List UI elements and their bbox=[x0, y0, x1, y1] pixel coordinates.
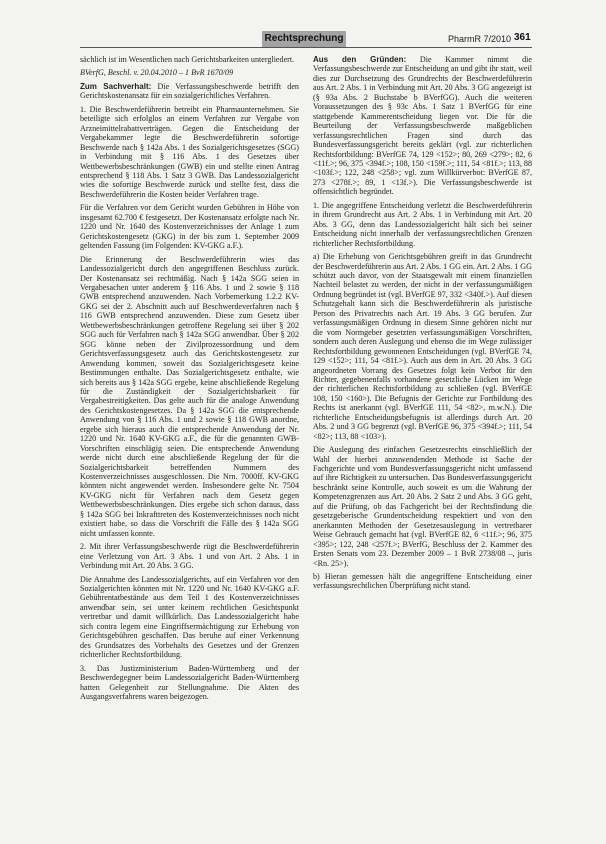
reasons-paragraph bbox=[313, 55, 532, 197]
continued-paragraph: sächlich ist im Wesentlichen nach Gerichtsbarkeiten untergliedert. bbox=[80, 55, 295, 64]
body-paragraph: 2. Mit ihrer Verfassungsbeschwerde rügt die Beschwerdeführerin eine Verletzung von Art. 3 Abs. 1 und von Art. 2 Abs. 1 in Verbindung mit Art. 20 Abs. 3 GG. bbox=[80, 542, 299, 571]
facts-text: Die Verfassungsbeschwerde betrifft den Gerichtskostenansatz für ein sozialgerichtliches Verfahren. bbox=[80, 81, 299, 101]
body-paragraph: 3. Das Justizministerium Baden-Württemberg und der Beschwerdegegner beim Landessozialgericht Baden-Württemberg hatten Gelegenheit zur Stellungnahme. Die Akten des Ausgangsverfahrens waren beigezogen. bbox=[80, 663, 299, 701]
header-divider bbox=[80, 47, 532, 48]
reasons-text: Die Kammer nimmt die Verfassungsbeschwerde zur Entscheidung an und gibt ihr statt, weil dies zur Durchsetzung des Grundrechts der Beschwerdeführerin aus Art. 2 Abs. 1 in Verbindung mit Art. 20 Abs. 3 GG angezeigt ist (§ 93a Abs. 2 Buchstabe b BVerfGG). Auch die weiteren Voraussetzungen des § 93c Abs. 1 Satz 1 BVerfGG für eine stattgebende Kammerentscheidung liegen vor. Die für die Beurteilung der Verfassungsbeschwerde maßgeblichen verfassungsrechtlichen Fragen sind durch das Bundesverfassungsgericht bereits geklärt (vgl. zur richterlichen Rechtsfortbildung: BVerfGE 74, 129 <152>; 80, 269 <279>; 82, 6 <11f.>; 96, 375 <394f.>; 108, 150 <159f.>; 111, 54 <81f.>; 113, 88 <103f.>; 122, 248 <258>; vgl. zum Willkürverbot: BVerfGE 87, 273 <278f.>; 89, 1 <13f.>). Die Verfassungsbeschwerde ist offensichtlich begründet. bbox=[313, 55, 532, 197]
body-paragraph: 1. Die Beschwerdeführerin betreibt ein Pharmaunternehmen. Sie beteiligte sich erfolglos an einem Verfahren zur Vergabe von Arzneimittelrabattverträgen. Gegen die Entscheidung der Vergabekammer legte die Beschwerdeführerin sofortige Beschwerde nach § 142a Abs. 1 des Sozialgerichtsgesetzes (SGG) in Verbindung mit § 116 Abs. 1 des Gesetzes über Wettbewerbsbeschränkungen (GWB) ein und stellte einen Antrag entsprechend § 118 Abs. 1 Satz 3 GWB. Das Landessozialgericht wies die sofortige Beschwerde zurück und stellte fest, dass die Beschwerdeführerin die Kosten beider Verfahren trage. bbox=[80, 104, 299, 199]
section-header: Rechtsprechung bbox=[262, 31, 346, 47]
body-paragraph: Die Annahme des Landessozialgerichts, auf ein Verfahren vor den Sozialgerichten könnten mit Nr. 1220 und Nr. 1640 KV-GKG a.F. Gebührentatbestände aus dem Teil 1 des Kostenverzeichnisses anwendbar sein, sei unter keinem rechtlichen Gesichtspunkt vertretbar und damit willkürlich. Das Landessozialgericht habe sich contra legem eine Eingriffsermächtigung zur Erhebung von Gerichtsgebühren geschaffen. Das beruhe auf einer Verkennung des Grundsatzes des Vorbehalts des Gesetzes und der Grenzen richterlicher Rechtsfortbildung. bbox=[80, 574, 299, 660]
body-paragraph: Die Auslegung des einfachen Gesetzesrechts einschließlich der Wahl der hierbei anzuwendenden Methode ist Sache der Fachgerichte und vom Bundesverfassungsgericht nicht umfassend auf ihre Richtigkeit zu untersuchen. Das Bundesverfassungsgericht beschränkt seine Kontrolle, auch soweit es um die Wahrung der Kompetenzgrenzen aus Art. 20 Abs. 2 Satz 2 und Abs. 3 GG geht, auf die Prüfung, ob das Fachgericht bei der Rechtsfindung die gesetzgeberische Grundentscheidung respektiert und von den anerkannten Methoden der Gesetzesauslegung in vertretbarer Weise Gebrauch gemacht hat (vgl. BVerfGE 82, 6 <11f.>; 96, 375 <395>; 122, 248 <257f.>; BVerfG, Beschluss der 2. Kammer des Ersten Senats vom 23. Dezember 2009 – 1 BvR 2738/08 –, juris <Rn. 25>). bbox=[313, 445, 532, 568]
body-paragraph: b) Hieran gemessen hält die angegriffene Entscheidung einer verfassungsrechtlichen Überprüfung nicht stand. bbox=[313, 572, 532, 591]
facts-heading: Zum Sachverhalt: bbox=[80, 81, 152, 91]
journal-issue: PharmR 7/2010 bbox=[448, 34, 512, 44]
reasons-heading: Aus den Gründen: bbox=[313, 55, 407, 64]
right-text-column bbox=[313, 55, 532, 827]
left-text-column bbox=[80, 55, 299, 827]
body-paragraph: Für die Verfahren vor dem Gericht wurden Gebühren in Höhe von insgesamt 62.700 € festgesetzt. Der Kostenansatz erfolgte nach Nr. 1220 und Nr. 1640 des Kostenverzeichnisses der Anlage 1 zum Gerichtskostengesetz (GKG) in der bis zum 1. September 2009 geltenden Fassung (im Folgenden: KV-GKG a.F.). bbox=[80, 203, 299, 251]
case-citation: BVerfG, Beschl. v. 20.04.2010 – 1 BvR 1670/09 bbox=[80, 68, 234, 78]
body-paragraph: Die Erinnerung der Beschwerdeführerin wies das Landessozialgericht durch den angegriffenen Beschluss zurück. Der Kostenansatz sei rechtmäßig. Nach § 142a SGG seien in Vergabesachen unter anderem § 116 Abs. 1 und 2 sowie § 118 GWB entsprechend anzuwenden. Nach Vorbemerkung 1.2.2 KV-GKG sei der 2. Abschnitt auch auf Beschwerdeverfahren nach § 116 GWB entsprechend anzuwenden. Diese zum Gesetz über Wettbewerbsbeschränkungen getroffene Regelung sei über § 202 SGG auch für Verfahren nach § 142a SGG anwendbar. Über § 202 SGG könne neben der Zivilprozessordnung und dem Gerichtsverfassungsgesetz auch das Gerichtskostengesetz zur Anwendung kommen, soweit das Sozialgerichtsgesetz keine Bestimmungen enthalte. Das Sozialgerichtsgesetz enthalte, wie sich bereits aus § 142a SGG ergebe, keine abschließende Regelung für die Zuständigkeit der Sozialgerichtsbarkeit für Vergabestreitigkeiten. Das gelte auch für die analoge Anwendung des Gerichtskostengesetzes. Da § 142a SGG die entsprechende Anwendung von § 116 Abs. 1 und 2 sowie § 118 GWB anordne, ergebe sich hieraus auch die entsprechende Anwendung der Nr. 1220 und Nr. 1640 KV-GKG a.F., die für die genannten GWB-Vorschriften einschlägig seien. Die entsprechende Anwendung werde nicht durch eine abschließende Regelung der für die Sozialgerichtsbarkeit betreffenden Nummern des Kostenverzeichnisses ausgeschlossen. Die Nrn. 7000ff. KV-GKG könnten nicht angewendet werden. Insbesondere gelte Nr. 7504 KV-GKG nicht für Verfahren nach dem Gesetz gegen Wettbewerbsbeschränkungen. Dies ergebe sich schon daraus, dass § 142a SGG bei Inkrafttreten des Kostenverzeichnisses noch nicht existiert habe, so dass die Vorschrift die Fälle des § 142a SGG nicht umfassen konnte. bbox=[80, 254, 299, 538]
body-paragraph: a) Die Erhebung von Gerichtsgebühren greift in das Grundrecht der Beschwerdeführerin aus Art. 2 Abs. 1 GG ein. Art. 2 Abs. 1 GG schützt auch davor, von der Staatsgewalt mit einem finanziellen Nachteil belastet zu werden, der nicht in der verfassungsmäßigen Ordnung begründet ist (vgl. BVerfGE 97, 332 <340f.>). Auf diesen Schutzgehalt kann sich die Beschwerdeführerin als juristische Person des Privatrechts nach Art. 19 Abs. 3 GG berufen. Zur verfassungsmäßigen Ordnung in diesem Sinne gehören nicht nur die vom Normgeber gesetzten verfassungsmäßigen Vorschriften, sondern auch deren Auslegung und ebenso die im Wege zulässiger Rechtsfortbildung gewonnenen Entscheidungen (vgl. BVerfGE 74, 129 <152>; 111, 54 <81f.>). Auch aus dem in Art. 20 Abs. 3 GG angeordneten Vorrang des Gesetzes folgt kein Verbot für den Richter, gegebenenfalls vorhandene gesetzliche Lücken im Wege der richterlichen Rechtsfortbildung zu schließen (vgl. BVerfGE 108, 150 <160>). Die Befugnis der Gerichte zur Fortbildung des Rechts ist anerkannt (vgl. BVerfGE 111, 54 <82>, m.w.N.). Die richterliche Entscheidungsbefugnis ist allerdings durch Art. 20 Abs. 2 und 3 GG begrenzt (vgl. BVerfGE 96, 375 <394f.>; 111, 54 <82>; 113, 88 <103>). bbox=[313, 252, 532, 441]
body-paragraph: 1. Die angegriffene Entscheidung verletzt die Beschwerdeführerin in ihrem Grundrecht aus Art. 2 Abs. 1 in Verbindung mit Art. 20 Abs. 3 GG, denn das Landessozialgericht hält sich bei seiner Entscheidung nicht innerhalb der verfassungsrechtlichen Grenzen richterlicher Rechtsfortbildung. bbox=[313, 200, 532, 248]
facts-paragraph bbox=[80, 82, 299, 101]
page-number: 361 bbox=[514, 32, 531, 43]
